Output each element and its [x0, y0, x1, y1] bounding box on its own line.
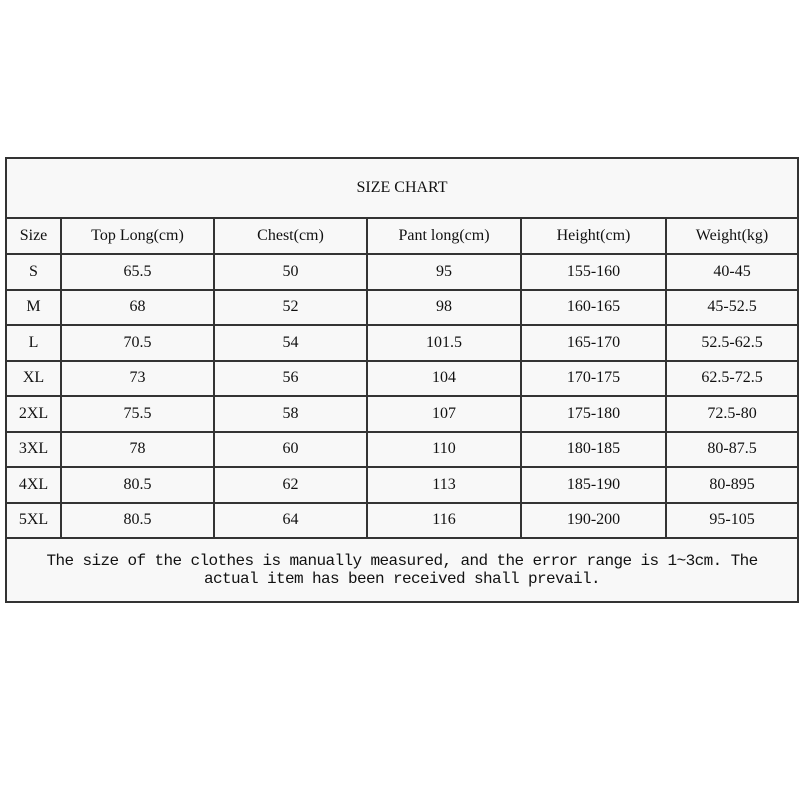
table-row	[6, 254, 798, 290]
table-cell: 56	[214, 361, 367, 397]
table-row	[6, 467, 798, 503]
header-row	[6, 218, 798, 254]
table-cell: 45-52.5	[666, 290, 798, 326]
table-cell: 80.5	[61, 467, 214, 503]
table-cell: 52	[214, 290, 367, 326]
table-cell: 110	[367, 432, 521, 468]
table-cell: 190-200	[521, 503, 666, 539]
table-row	[6, 290, 798, 326]
table-cell: 65.5	[61, 254, 214, 290]
table-cell: 104	[367, 361, 521, 397]
table-row	[6, 503, 798, 539]
table-cell: 180-185	[521, 432, 666, 468]
table-cell: 170-175	[521, 361, 666, 397]
table-cell: 95	[367, 254, 521, 290]
table-cell: 98	[367, 290, 521, 326]
column-header: Weight(kg)	[666, 218, 798, 254]
table-row	[6, 432, 798, 468]
table-cell: 64	[214, 503, 367, 539]
table-cell: 165-170	[521, 325, 666, 361]
column-header: Height(cm)	[521, 218, 666, 254]
column-header: Chest(cm)	[214, 218, 367, 254]
measurement-note: The size of the clothes is manually measured, and the error range is 1~3cm. The actual item has been received shall prevail.	[6, 538, 798, 602]
size-chart-table	[5, 157, 799, 603]
table-cell: 73	[61, 361, 214, 397]
table-cell: 50	[214, 254, 367, 290]
table-cell: 3XL	[6, 432, 61, 468]
table-cell: 40-45	[666, 254, 798, 290]
table-cell: 185-190	[521, 467, 666, 503]
table-cell: 75.5	[61, 396, 214, 432]
table-cell: 160-165	[521, 290, 666, 326]
table-cell: S	[6, 254, 61, 290]
table-cell: 80-87.5	[666, 432, 798, 468]
table-cell: 4XL	[6, 467, 61, 503]
table-cell: 62	[214, 467, 367, 503]
table-cell: M	[6, 290, 61, 326]
column-header: Pant long(cm)	[367, 218, 521, 254]
table-cell: XL	[6, 361, 61, 397]
table-cell: 70.5	[61, 325, 214, 361]
table-cell: 80-895	[666, 467, 798, 503]
table-cell: 101.5	[367, 325, 521, 361]
column-header: Size	[6, 218, 61, 254]
table-row	[6, 396, 798, 432]
table-row	[6, 325, 798, 361]
table-cell: 5XL	[6, 503, 61, 539]
table-cell: 72.5-80	[666, 396, 798, 432]
table-cell: L	[6, 325, 61, 361]
table-cell: 80.5	[61, 503, 214, 539]
table-cell: 60	[214, 432, 367, 468]
table-cell: 175-180	[521, 396, 666, 432]
table-cell: 2XL	[6, 396, 61, 432]
table-cell: 95-105	[666, 503, 798, 539]
table-cell: 116	[367, 503, 521, 539]
table-cell: 113	[367, 467, 521, 503]
table-cell: 155-160	[521, 254, 666, 290]
table-cell: 52.5-62.5	[666, 325, 798, 361]
table-cell: 58	[214, 396, 367, 432]
table-cell: 62.5-72.5	[666, 361, 798, 397]
chart-title: SIZE CHART	[6, 158, 798, 218]
table-row	[6, 361, 798, 397]
table-cell: 68	[61, 290, 214, 326]
table-cell: 78	[61, 432, 214, 468]
table-cell: 107	[367, 396, 521, 432]
table-cell: 54	[214, 325, 367, 361]
column-header: Top Long(cm)	[61, 218, 214, 254]
